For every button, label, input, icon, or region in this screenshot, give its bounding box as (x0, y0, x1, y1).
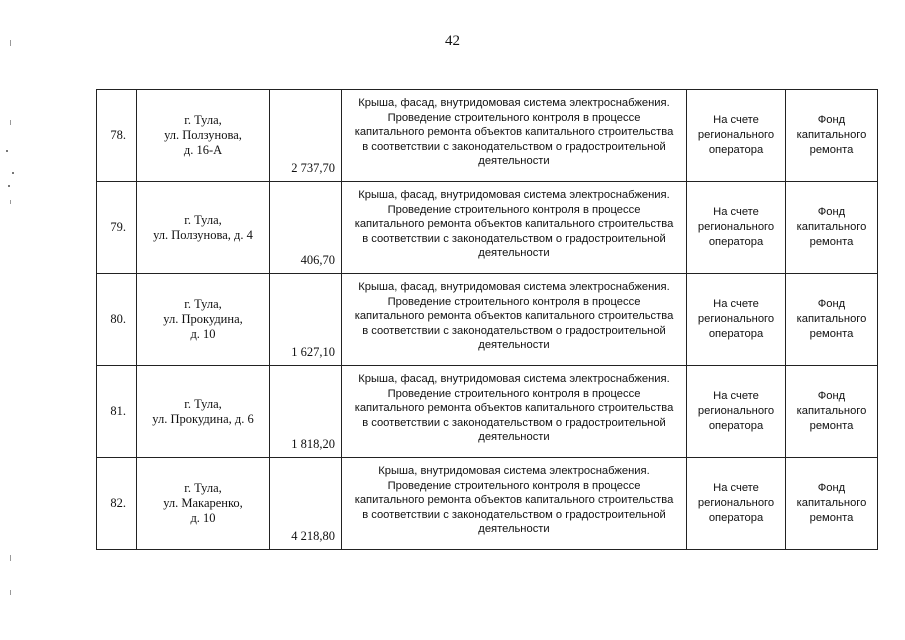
cost-cell: 4 218,80 (270, 458, 342, 550)
cost-cell: 1 818,20 (270, 366, 342, 458)
work-description-cell (342, 366, 687, 458)
work-line: в соответствии с законодательством о градостроительной (362, 324, 666, 337)
page-number: 42 (445, 33, 460, 49)
address-line: г. Тула, (184, 113, 222, 127)
work-line: в соответствии с законодательством о градостроительной (362, 508, 666, 521)
repair-schedule-table (96, 89, 878, 550)
work-line: Проведение строительного контроля в процессе (387, 111, 641, 124)
account-line: регионального (697, 313, 775, 325)
work-line: деятельности (478, 339, 550, 351)
cost-cell: 2 737,70 (270, 90, 342, 182)
work-line: деятельности (478, 523, 550, 535)
fund-line: ремонта (809, 420, 854, 432)
account-line: оператора (708, 328, 764, 340)
account-line: регионального (697, 221, 775, 233)
row-number: 81. (97, 366, 137, 458)
account-line: На счете (713, 206, 759, 218)
address-line: г. Тула, (184, 481, 222, 495)
work-line: капитального ремонта объектов капитального строительства (354, 494, 674, 506)
account-line: регионального (697, 405, 775, 417)
row-number: 79. (97, 182, 137, 274)
work-line: капитального ремонта объектов капитального строительства (354, 218, 674, 230)
work-description-cell (342, 274, 687, 366)
fund-line: Фонд (817, 206, 846, 218)
work-line: деятельности (478, 155, 550, 167)
fund-line: капитального (796, 405, 867, 417)
address-line: г. Тула, (184, 297, 222, 311)
funding-source-cell (786, 274, 878, 366)
table-row (97, 274, 878, 366)
row-number: 78. (97, 90, 137, 182)
cost-cell: 406,70 (270, 182, 342, 274)
account-line: оператора (708, 236, 764, 248)
account-holder-cell (687, 458, 786, 550)
address-line: ул. Прокудина, (163, 312, 243, 326)
account-line: На счете (713, 114, 759, 126)
address-line: д. 10 (190, 511, 216, 525)
funding-source-cell (786, 458, 878, 550)
account-line: оператора (708, 420, 764, 432)
account-line: На счете (713, 298, 759, 310)
row-number: 82. (97, 458, 137, 550)
account-holder-cell (687, 366, 786, 458)
account-holder-cell (687, 182, 786, 274)
address-cell (137, 366, 270, 458)
address-cell (137, 458, 270, 550)
work-line: Крыша, фасад, внутридомовая система электроснабжения. (358, 281, 670, 293)
work-line: Крыша, фасад, внутридомовая система электроснабжения. (358, 373, 670, 385)
work-line: Крыша, фасад, внутридомовая система электроснабжения. (358, 97, 670, 109)
fund-line: ремонта (809, 144, 854, 156)
account-line: оператора (708, 512, 764, 524)
work-line: Проведение строительного контроля в процессе (387, 203, 641, 216)
fund-line: ремонта (809, 328, 854, 340)
fund-line: Фонд (817, 390, 846, 402)
work-line: в соответствии с законодательством о градостроительной (362, 140, 666, 153)
address-cell (137, 274, 270, 366)
work-line: Проведение строительного контроля в процессе (387, 387, 641, 400)
scan-margin-marks (2, 0, 16, 640)
funding-source-cell (786, 366, 878, 458)
row-number: 80. (97, 274, 137, 366)
account-line: регионального (697, 497, 775, 509)
work-description-cell (342, 90, 687, 182)
work-line: капитального ремонта объектов капитального строительства (354, 310, 674, 322)
fund-line: капитального (796, 497, 867, 509)
address-line: ул. Прокудина, д. 6 (152, 411, 254, 426)
funding-source-cell (786, 90, 878, 182)
work-description-cell (342, 182, 687, 274)
address-line: ул. Ползунова, д. 4 (153, 227, 253, 242)
account-line: регионального (697, 129, 775, 141)
account-holder-cell (687, 90, 786, 182)
fund-line: капитального (796, 129, 867, 141)
address-line: д. 16-А (183, 143, 223, 157)
work-line: капитального ремонта объектов капитального строительства (354, 402, 674, 414)
work-line: деятельности (478, 247, 550, 259)
work-line: Крыша, внутридомовая система электроснабжения. (378, 465, 650, 477)
table-row (97, 90, 878, 182)
table-body (97, 90, 878, 550)
table-row (97, 366, 878, 458)
fund-line: капитального (796, 313, 867, 325)
address-cell (137, 90, 270, 182)
fund-line: ремонта (809, 236, 854, 248)
fund-line: Фонд (817, 482, 846, 494)
account-line: На счете (713, 482, 759, 494)
fund-line: Фонд (817, 298, 846, 310)
work-line: Проведение строительного контроля в процессе (387, 479, 641, 492)
fund-line: ремонта (809, 512, 854, 524)
work-description-cell (342, 458, 687, 550)
address-cell (137, 182, 270, 274)
account-line: оператора (708, 144, 764, 156)
fund-line: Фонд (817, 114, 846, 126)
work-line: Проведение строительного контроля в процессе (387, 295, 641, 308)
fund-line: капитального (796, 221, 867, 233)
address-line: г. Тула, (184, 396, 222, 411)
work-line: Крыша, фасад, внутридомовая система электроснабжения. (358, 189, 670, 201)
address-line: д. 10 (190, 327, 216, 341)
table-row (97, 458, 878, 550)
work-line: капитального ремонта объектов капитального строительства (354, 126, 674, 138)
account-line: На счете (713, 390, 759, 402)
address-line: ул. Ползунова, (164, 128, 242, 142)
account-holder-cell (687, 274, 786, 366)
work-line: в соответствии с законодательством о градостроительной (362, 416, 666, 429)
address-line: г. Тула, (184, 212, 222, 227)
work-line: деятельности (478, 431, 550, 443)
address-line: ул. Макаренко, (163, 496, 243, 510)
funding-source-cell (786, 182, 878, 274)
work-line: в соответствии с законодательством о градостроительной (362, 232, 666, 245)
cost-cell: 1 627,10 (270, 274, 342, 366)
table-row (97, 182, 878, 274)
